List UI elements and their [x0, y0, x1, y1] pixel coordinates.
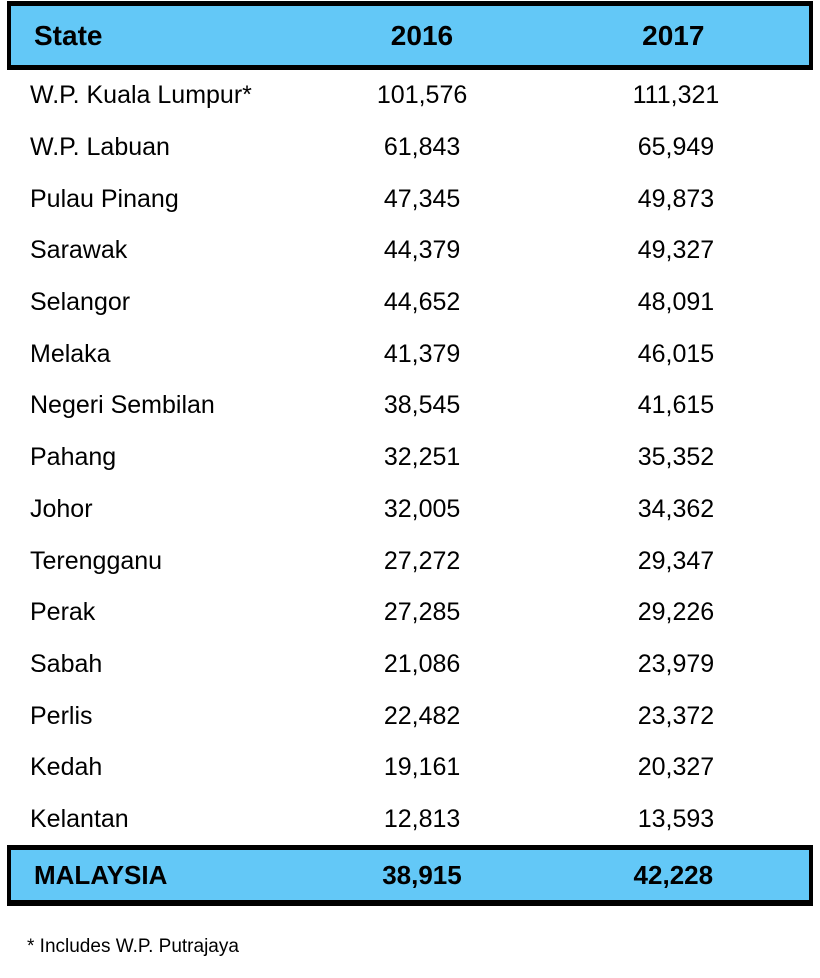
- value-2016-cell: 61,843: [383, 133, 461, 162]
- value-2017-cell: 34,362: [637, 494, 715, 523]
- total-label-cell: MALAYSIA: [34, 859, 168, 890]
- value-2016-cell: 27,285: [383, 598, 461, 627]
- total-2016-cell: 38,915: [382, 859, 462, 890]
- state-cell: Perak: [30, 598, 96, 627]
- table-row: [7, 277, 813, 329]
- value-2017-cell: 20,327: [637, 753, 715, 782]
- state-cell: Melaka: [30, 339, 111, 368]
- state-cell: W.P. Kuala Lumpur*: [30, 81, 252, 110]
- value-2017-cell: 46,015: [637, 339, 715, 368]
- value-2017-cell: 29,347: [637, 546, 715, 575]
- table-row: [7, 173, 813, 225]
- state-cell: Terengganu: [30, 546, 163, 575]
- table-row: [7, 432, 813, 484]
- table-row: [7, 484, 813, 536]
- value-2017-cell: 35,352: [637, 443, 715, 472]
- value-2017-cell: 48,091: [637, 288, 715, 317]
- table-row: [7, 742, 813, 794]
- value-2016-cell: 38,545: [383, 391, 461, 420]
- value-2016-cell: 22,482: [383, 701, 461, 730]
- state-cell: Sabah: [30, 649, 103, 678]
- state-cell: Pulau Pinang: [30, 184, 179, 213]
- table-row: [7, 690, 813, 742]
- state-cell: Pahang: [30, 443, 117, 472]
- table-row: [7, 122, 813, 174]
- table-row: [7, 794, 813, 846]
- table-row: [7, 535, 813, 587]
- state-cell: Perlis: [30, 701, 93, 730]
- state-cell: Johor: [30, 494, 93, 523]
- value-2016-cell: 44,652: [383, 288, 461, 317]
- value-2016-cell: 44,379: [383, 236, 461, 265]
- state-cell: Selangor: [30, 288, 131, 317]
- value-2016-cell: 32,251: [383, 443, 461, 472]
- state-cell: Kelantan: [30, 804, 129, 833]
- table-row: [7, 70, 813, 122]
- table-row: [7, 225, 813, 277]
- value-2017-cell: 13,593: [637, 804, 715, 833]
- table-total-row: [7, 845, 813, 906]
- state-statistics-table: [7, 1, 813, 906]
- column-header-state: State: [34, 19, 103, 51]
- value-2016-cell: 12,813: [383, 804, 461, 833]
- value-2017-cell: 23,372: [637, 701, 715, 730]
- value-2016-cell: 21,086: [383, 649, 461, 678]
- column-header-2016: 2016: [390, 19, 454, 51]
- value-2017-cell: 65,949: [637, 133, 715, 162]
- table-row: [7, 639, 813, 691]
- value-2017-cell: 111,321: [632, 81, 720, 110]
- value-2016-cell: 47,345: [383, 184, 461, 213]
- state-cell: Negeri Sembilan: [30, 391, 215, 420]
- state-cell: Sarawak: [30, 236, 128, 265]
- table-row: [7, 328, 813, 380]
- value-2016-cell: 19,161: [383, 753, 461, 782]
- table-row: [7, 380, 813, 432]
- value-2016-cell: 32,005: [383, 494, 461, 523]
- footnote: * Includes W.P. Putrajaya: [27, 936, 239, 957]
- value-2017-cell: 49,327: [637, 236, 715, 265]
- value-2016-cell: 27,272: [383, 546, 461, 575]
- total-2017-cell: 42,228: [633, 859, 714, 890]
- value-2016-cell: 101,576: [376, 81, 468, 110]
- value-2017-cell: 49,873: [637, 184, 715, 213]
- value-2016-cell: 41,379: [383, 339, 461, 368]
- value-2017-cell: 41,615: [637, 391, 715, 420]
- state-cell: Kedah: [30, 753, 103, 782]
- value-2017-cell: 29,226: [637, 598, 715, 627]
- value-2017-cell: 23,979: [637, 649, 715, 678]
- state-cell: W.P. Labuan: [30, 133, 170, 162]
- table-header-row: [7, 1, 813, 70]
- table-row: [7, 587, 813, 639]
- column-header-2017: 2017: [642, 19, 705, 51]
